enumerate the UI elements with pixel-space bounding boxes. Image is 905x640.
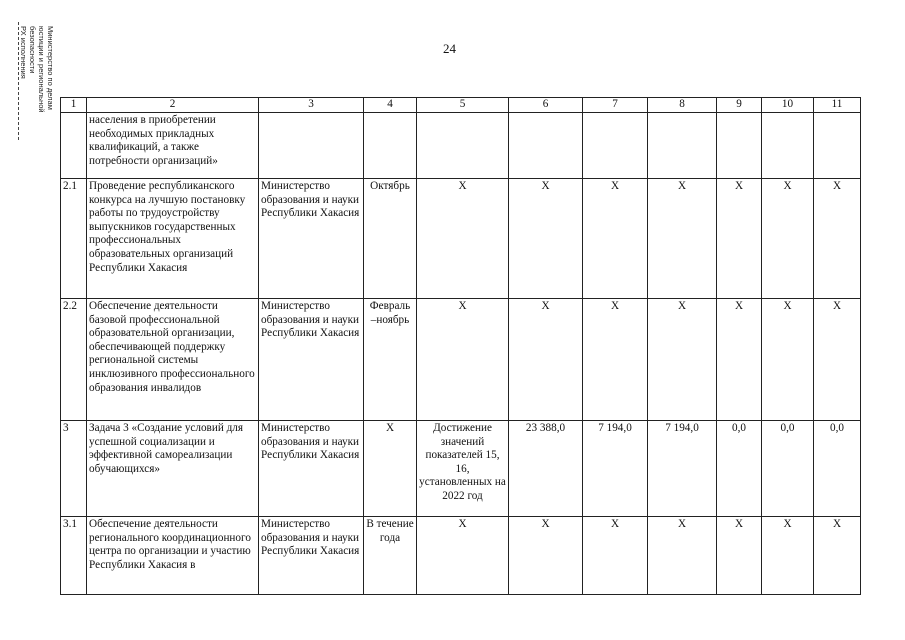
header-row	[61, 98, 861, 113]
deadline: X	[364, 421, 417, 517]
funding-col-8: X	[648, 179, 717, 299]
column-header: 2	[87, 98, 259, 113]
stamp-line: Министерство по делам	[46, 26, 55, 110]
column-header: 1	[61, 98, 87, 113]
executor	[259, 113, 364, 179]
table-row	[61, 113, 861, 179]
column-header: 11	[814, 98, 861, 113]
funding-col-9: X	[717, 517, 762, 595]
funding-col-8: X	[648, 517, 717, 595]
row-number: 2.2	[61, 299, 87, 421]
funding-total: X	[509, 299, 583, 421]
funding-col-11: 0,0	[814, 421, 861, 517]
event-name: Проведение республиканского конкурса на лучшую постановку работы по трудоустройству выпускников государственных профессиональных образовательных организаций Республики Хакасия	[87, 179, 259, 299]
event-name: населения в приобретении необходимых прикладных квалификаций, а также потребности организаций»	[87, 113, 259, 179]
table-row	[61, 179, 861, 299]
column-header: 7	[583, 98, 648, 113]
expected-result: X	[417, 179, 509, 299]
funding-col-8: 7 194,0	[648, 421, 717, 517]
column-header: 4	[364, 98, 417, 113]
row-number	[61, 113, 87, 179]
funding-total: 23 388,0	[509, 421, 583, 517]
executor: Министерство образования и науки Республики Хакасия	[259, 421, 364, 517]
stamp-line: РХ исполнения	[19, 26, 28, 79]
executor: Министерство образования и науки Республики Хакасия	[259, 517, 364, 595]
funding-total: X	[509, 179, 583, 299]
funding-col-9: 0,0	[717, 421, 762, 517]
deadline: В течение года	[364, 517, 417, 595]
event-name: Задача 3 «Создание условий для успешной социализации и эффективной самореализации обучающихся»	[87, 421, 259, 517]
row-number: 3	[61, 421, 87, 517]
funding-col-10: 0,0	[762, 421, 814, 517]
funding-col-7	[583, 113, 648, 179]
funding-col-11: X	[814, 299, 861, 421]
registration-stamp	[18, 22, 57, 140]
deadline	[364, 113, 417, 179]
funding-col-11	[814, 113, 861, 179]
deadline: Февраль –ноябрь	[364, 299, 417, 421]
funding-col-7: X	[583, 299, 648, 421]
column-header: 10	[762, 98, 814, 113]
expected-result: X	[417, 517, 509, 595]
funding-col-8: X	[648, 299, 717, 421]
expected-result: X	[417, 299, 509, 421]
expected-result: Достижение значений показателей 15, 16, установленных на 2022 год	[417, 421, 509, 517]
column-header: 5	[417, 98, 509, 113]
row-number: 3.1	[61, 517, 87, 595]
executor: Министерство образования и науки Республики Хакасия	[259, 179, 364, 299]
funding-col-10	[762, 113, 814, 179]
column-header: 9	[717, 98, 762, 113]
executor: Министерство образования и науки Республики Хакасия	[259, 299, 364, 421]
funding-col-7: X	[583, 179, 648, 299]
deadline: Октябрь	[364, 179, 417, 299]
stamp-line: юстиции и региональной	[37, 26, 46, 113]
funding-col-10: X	[762, 299, 814, 421]
stamp-line: безопасности	[28, 26, 37, 74]
plan-table	[60, 97, 861, 595]
page-number: 24	[443, 41, 456, 56]
table-row	[61, 517, 861, 595]
event-name: Обеспечение деятельности базовой профессиональной образовательной организации, обеспечивающей поддержку региональной системы инклюзивного профессионального образования инвалидов	[87, 299, 259, 421]
funding-col-7: X	[583, 517, 648, 595]
event-name: Обеспечение деятельности регионального координационного центра по организации и участию Республики Хакасия в	[87, 517, 259, 595]
funding-col-10: X	[762, 517, 814, 595]
column-header: 3	[259, 98, 364, 113]
funding-col-11: X	[814, 179, 861, 299]
funding-col-8	[648, 113, 717, 179]
funding-col-9: X	[717, 299, 762, 421]
column-header: 8	[648, 98, 717, 113]
table-row	[61, 299, 861, 421]
funding-col-9	[717, 113, 762, 179]
table-row	[61, 421, 861, 517]
funding-col-9: X	[717, 179, 762, 299]
expected-result	[417, 113, 509, 179]
column-header: 6	[509, 98, 583, 113]
funding-col-11: X	[814, 517, 861, 595]
funding-col-7: 7 194,0	[583, 421, 648, 517]
funding-total	[509, 113, 583, 179]
funding-col-10: X	[762, 179, 814, 299]
row-number: 2.1	[61, 179, 87, 299]
funding-total: X	[509, 517, 583, 595]
